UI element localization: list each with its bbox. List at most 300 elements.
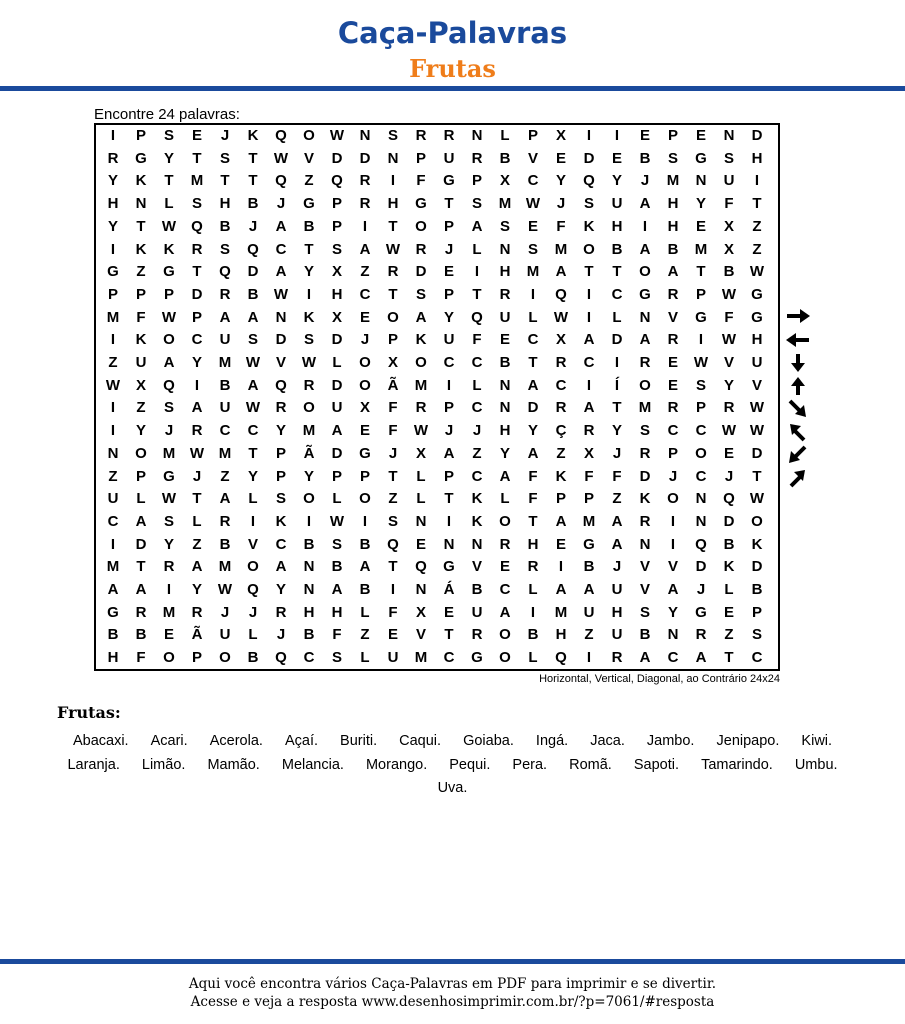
- grid-letter: S: [247, 331, 258, 349]
- grid-letter: S: [583, 195, 594, 213]
- grid-letter: H: [667, 217, 679, 235]
- grid-letter: U: [135, 354, 147, 371]
- grid-letter: M: [218, 558, 232, 576]
- grid-letter: Q: [415, 558, 427, 576]
- grid-letter: E: [723, 444, 734, 462]
- grid-letter: Y: [107, 217, 118, 235]
- grid-letter: M: [414, 649, 428, 667]
- grid-letter: M: [162, 603, 176, 621]
- grid-letter: W: [273, 149, 289, 167]
- grid-letter: G: [163, 263, 175, 281]
- grid-letter: A: [359, 558, 371, 576]
- word-list-item: Kiwi.: [801, 733, 833, 749]
- grid-letter: Z: [612, 490, 622, 508]
- grid-letter: I: [194, 376, 200, 394]
- footer-text: Aqui você encontra vários Caça-Palavras em PDF para imprimir e se divertir.: [188, 976, 717, 992]
- grid-letter: Y: [303, 263, 314, 281]
- grid-letter: Q: [695, 535, 707, 553]
- grid-letter: S: [415, 285, 426, 303]
- grid-letter: H: [331, 603, 343, 621]
- grid-letter: B: [751, 581, 763, 598]
- grid-letter: D: [247, 263, 259, 281]
- grid-letter: I: [586, 376, 592, 394]
- grid-letter: Á: [443, 581, 455, 598]
- grid-letter: B: [303, 535, 315, 553]
- grid-letter: X: [723, 217, 734, 235]
- grid-letter: I: [110, 422, 116, 440]
- grid-letter: Y: [275, 422, 286, 440]
- grid-letter: N: [471, 535, 483, 553]
- grid-letter: S: [471, 195, 482, 213]
- grid-letter: C: [107, 512, 119, 530]
- grid-letter: W: [217, 581, 233, 598]
- grid-letter: L: [724, 581, 734, 598]
- grid-letter: P: [275, 467, 286, 485]
- grid-letter: R: [191, 422, 203, 440]
- grid-letter: I: [362, 512, 368, 530]
- grid-letter: Q: [247, 240, 259, 258]
- grid-letter: S: [219, 240, 230, 258]
- grid-letter: W: [693, 354, 709, 371]
- grid-letter: Z: [472, 444, 482, 462]
- grid-letter: T: [388, 285, 398, 303]
- grid-letter: R: [555, 399, 567, 417]
- grid-letter: N: [359, 127, 371, 144]
- grid-letter: M: [666, 172, 680, 190]
- grid-letter: R: [527, 558, 539, 576]
- grid-letter: T: [164, 172, 174, 190]
- grid-letter: A: [555, 512, 567, 530]
- grid-letter: A: [471, 217, 483, 235]
- footer-link-text: Acesse e veja a resposta www.desenhosimprimir.com.br/?p=7061/#resposta: [190, 994, 715, 1010]
- grid-letter: N: [639, 308, 651, 326]
- grid-letter: U: [611, 626, 623, 644]
- grid-letter: P: [135, 127, 146, 144]
- grid-letter: T: [444, 195, 454, 213]
- grid-letter: N: [723, 127, 735, 144]
- grid-letter: A: [275, 263, 287, 281]
- grid-letter: Z: [304, 172, 314, 190]
- grid-letter: E: [191, 127, 202, 144]
- grid-letter: P: [443, 285, 454, 303]
- grid-letter: S: [639, 603, 650, 621]
- grid-letter: P: [555, 490, 566, 508]
- grid-letter: R: [387, 263, 399, 281]
- grid-letter: C: [303, 649, 315, 667]
- grid-letter: H: [611, 603, 623, 621]
- grid-letter: D: [415, 263, 427, 281]
- grid-letter: R: [219, 512, 231, 530]
- grid-letter: I: [446, 376, 452, 394]
- grid-letter: G: [163, 467, 175, 485]
- grid-letter: I: [110, 240, 116, 258]
- word-list-item: Pequi.: [449, 756, 491, 773]
- grid-letter: D: [611, 331, 623, 349]
- grid-letter: I: [614, 127, 620, 144]
- grid-letter: O: [499, 626, 511, 644]
- grid-letter: D: [527, 399, 539, 417]
- grid-letter: D: [359, 149, 371, 167]
- grid-letter: A: [583, 399, 595, 417]
- grid-letter: R: [443, 127, 455, 144]
- grid-letter: Y: [499, 444, 510, 462]
- grid-letter: A: [639, 240, 651, 258]
- grid-letter: D: [695, 558, 707, 576]
- grid-letter: X: [387, 354, 398, 371]
- grid-letter: L: [472, 376, 482, 394]
- grid-letter: I: [306, 512, 312, 530]
- grid-letter: N: [499, 399, 511, 417]
- grid-letter: A: [219, 308, 231, 326]
- grid-letter: I: [446, 512, 452, 530]
- grid-letter: A: [667, 263, 679, 281]
- grid-letter: Q: [275, 127, 287, 144]
- grid-letter: A: [107, 581, 119, 598]
- grid-letter: A: [163, 354, 175, 371]
- grid-letter: Z: [556, 444, 566, 462]
- grid-letter: J: [388, 444, 398, 462]
- grid-letter: W: [245, 354, 261, 371]
- grid-letter: I: [614, 354, 620, 371]
- grid-letter: W: [721, 422, 737, 440]
- grid-letter: K: [415, 331, 427, 349]
- grid-letter: G: [443, 172, 455, 190]
- grid-letter: M: [414, 376, 428, 394]
- grid-letter: Q: [555, 285, 567, 303]
- instructions: Encontre 24 palavras:: [94, 106, 240, 123]
- grid-letter: O: [499, 512, 511, 530]
- grid-letter: M: [638, 399, 652, 417]
- grid-letter: Z: [136, 399, 146, 417]
- grid-letter: G: [583, 535, 595, 553]
- grid-letter: R: [471, 149, 483, 167]
- grid-letter: C: [443, 649, 455, 667]
- grid-letter: T: [472, 285, 482, 303]
- grid-letter: V: [415, 626, 426, 644]
- grid-letter: H: [667, 195, 679, 213]
- arrow-right-icon: [784, 306, 812, 326]
- grid-letter: B: [107, 626, 119, 644]
- arrow-up-right-icon: [784, 468, 812, 488]
- grid-letter: Ã: [303, 444, 315, 462]
- grid-letter: D: [191, 285, 203, 303]
- grid-letter: J: [220, 603, 230, 621]
- grid-letter: E: [359, 308, 370, 326]
- grid-letter: P: [527, 127, 538, 144]
- grid-letter: Z: [136, 263, 146, 281]
- grid-letter: R: [639, 444, 651, 462]
- grid-letter: O: [219, 649, 231, 667]
- grid-letter: I: [390, 172, 396, 190]
- grid-letter: R: [219, 285, 231, 303]
- grid-letter: T: [444, 490, 454, 508]
- grid-letter: T: [248, 172, 258, 190]
- grid-letter: Z: [108, 354, 118, 371]
- grid-letter: B: [247, 649, 259, 667]
- grid-letter: V: [723, 354, 734, 371]
- grid-letter: A: [555, 263, 567, 281]
- grid-letter: R: [695, 626, 707, 644]
- grid-letter: A: [191, 558, 203, 576]
- grid-letter: O: [163, 649, 175, 667]
- grid-letter: R: [359, 172, 371, 190]
- grid-letter: N: [275, 308, 287, 326]
- grid-letter: Z: [220, 467, 230, 485]
- grid-letter: P: [331, 195, 342, 213]
- grid-letter: Z: [360, 626, 370, 644]
- grid-letter: S: [275, 490, 286, 508]
- word-list-item: Jambo.: [646, 733, 695, 749]
- grid-letter: L: [332, 490, 342, 508]
- grid-letter: O: [135, 444, 147, 462]
- grid-letter: F: [388, 399, 398, 417]
- grid-letter: I: [110, 399, 116, 417]
- grid-letter: F: [332, 626, 342, 644]
- grid-letter: F: [472, 331, 482, 349]
- grid-letter: U: [751, 354, 763, 371]
- grid-letter: I: [754, 172, 760, 190]
- top-divider: [0, 86, 905, 91]
- grid-letter: V: [247, 535, 258, 553]
- grid-letter: E: [443, 603, 454, 621]
- word-list-item: Abacaxi.: [72, 733, 129, 749]
- grid-letter: C: [583, 354, 595, 371]
- grid-letter: E: [695, 127, 706, 144]
- grid-letter: L: [248, 490, 258, 508]
- grid-letter: P: [331, 467, 342, 485]
- grid-letter: T: [388, 467, 398, 485]
- grid-letter: P: [443, 399, 454, 417]
- grid-letter: O: [247, 558, 259, 576]
- grid-letter: N: [107, 444, 119, 462]
- grid-letter: T: [612, 263, 622, 281]
- grid-letter: B: [359, 581, 371, 598]
- grid-letter: I: [110, 331, 116, 349]
- grid-letter: G: [107, 603, 119, 621]
- grid-letter: M: [554, 240, 568, 258]
- grid-letter: R: [723, 399, 735, 417]
- grid-letter: H: [331, 285, 343, 303]
- grid-letter: A: [527, 376, 539, 394]
- grid-letter: W: [329, 127, 345, 144]
- grid-letter: S: [387, 127, 398, 144]
- grid-letter: O: [667, 490, 679, 508]
- grid-letter: R: [415, 127, 427, 144]
- grid-letter: K: [751, 535, 763, 553]
- grid-letter: G: [471, 649, 483, 667]
- grid-letter: P: [751, 603, 762, 621]
- grid-letter: C: [471, 467, 483, 485]
- grid-letter: C: [695, 467, 707, 485]
- grid-letter: N: [415, 512, 427, 530]
- grid-letter: O: [415, 217, 427, 235]
- grid-letter: F: [388, 422, 398, 440]
- grid-letter: D: [723, 512, 735, 530]
- grid-letter: I: [362, 217, 368, 235]
- grid-letter: Q: [471, 308, 483, 326]
- grid-letter: S: [331, 240, 342, 258]
- grid-letter: B: [723, 263, 735, 281]
- grid-letter: B: [331, 558, 343, 576]
- grid-letter: A: [191, 399, 203, 417]
- grid-letter: W: [245, 399, 261, 417]
- grid-letter: I: [110, 127, 116, 144]
- grid-letter: L: [528, 581, 538, 598]
- grid-letter: T: [528, 354, 538, 371]
- grid-letter: O: [695, 444, 707, 462]
- grid-letter: Z: [108, 467, 118, 485]
- grid-letter: Q: [583, 172, 595, 190]
- grid-letter: T: [136, 558, 146, 576]
- grid-letter: B: [219, 217, 231, 235]
- grid-letter: E: [527, 217, 538, 235]
- grid-letter: H: [219, 195, 231, 213]
- grid-letter: Í: [614, 376, 620, 394]
- grid-letter: Ã: [387, 376, 399, 394]
- grid-letter: S: [527, 240, 538, 258]
- grid-letter: A: [583, 581, 595, 598]
- grid-letter: C: [247, 422, 259, 440]
- grid-letter: F: [388, 603, 398, 621]
- grid-letter: M: [190, 172, 204, 190]
- grid-letter: B: [471, 581, 483, 598]
- grid-letter: X: [331, 263, 342, 281]
- grid-letter: A: [499, 467, 511, 485]
- grid-letter: W: [721, 285, 737, 303]
- grid-letter: J: [276, 195, 286, 213]
- grid-letter: J: [248, 217, 258, 235]
- grid-letter: Z: [724, 626, 734, 644]
- grid-letter: I: [474, 263, 480, 281]
- grid-letter: R: [303, 376, 315, 394]
- grid-letter: H: [387, 195, 399, 213]
- grid-letter: S: [303, 331, 314, 349]
- grid-letter: C: [471, 399, 483, 417]
- grid-letter: G: [695, 308, 707, 326]
- grid-letter: A: [247, 376, 259, 394]
- grid-letter: S: [163, 127, 174, 144]
- grid-letter: S: [499, 217, 510, 235]
- grid-letter: P: [471, 172, 482, 190]
- grid-letter: W: [749, 399, 765, 417]
- grid-letter: F: [724, 308, 734, 326]
- grid-letter: C: [275, 240, 287, 258]
- grid-letter: O: [303, 490, 315, 508]
- grid-letter: K: [303, 308, 315, 326]
- word-list-item: Limão.: [141, 756, 186, 773]
- word-list-item: Pera.: [512, 756, 548, 773]
- word-list-item: Buriti.: [340, 733, 378, 749]
- grid-letter: A: [555, 581, 567, 598]
- grid-letter: Y: [163, 535, 174, 553]
- grid-letter: C: [555, 376, 567, 394]
- grid-letter: W: [749, 422, 765, 440]
- grid-letter: R: [499, 535, 511, 553]
- grid-letter: I: [670, 535, 676, 553]
- grid-letter: E: [639, 127, 650, 144]
- grid-letter: P: [359, 467, 370, 485]
- grid-letter: O: [387, 308, 399, 326]
- grid-letter: J: [612, 444, 622, 462]
- grid-letter: U: [219, 399, 231, 417]
- grid-letter: N: [695, 172, 707, 190]
- grid-letter: Z: [752, 240, 762, 258]
- grid-letter: T: [192, 263, 202, 281]
- grid-letter: L: [192, 512, 202, 530]
- grid-letter: Q: [191, 217, 203, 235]
- grid-letter: Q: [275, 172, 287, 190]
- grid-letter: D: [639, 467, 651, 485]
- grid-letter: J: [444, 240, 454, 258]
- grid-letter: W: [385, 240, 401, 258]
- grid-letter: G: [107, 263, 119, 281]
- grid-letter: W: [161, 308, 177, 326]
- grid-letter: E: [667, 354, 678, 371]
- grid-letter: L: [528, 649, 538, 667]
- grid-letter: P: [387, 331, 398, 349]
- grid-letter: I: [642, 217, 648, 235]
- grid-letter: B: [303, 626, 315, 644]
- grid-letter: A: [611, 535, 623, 553]
- grid-letter: I: [530, 285, 536, 303]
- grid-letter: L: [416, 490, 426, 508]
- grid-letter: S: [219, 149, 230, 167]
- grid-letter: V: [751, 376, 762, 394]
- grid-letter: I: [250, 512, 256, 530]
- grid-letter: T: [752, 195, 762, 213]
- grid-letter: F: [556, 217, 566, 235]
- grid-letter: T: [388, 217, 398, 235]
- grid-letter: M: [106, 308, 120, 326]
- grid-letter: O: [639, 376, 651, 394]
- word-list: [40, 730, 865, 801]
- grid-letter: L: [612, 308, 622, 326]
- grid-letter: S: [191, 195, 202, 213]
- word-list-item: Mamão.: [207, 756, 260, 773]
- grid-letter: M: [582, 512, 596, 530]
- grid-letter: P: [695, 285, 706, 303]
- grid-letter: Y: [611, 172, 622, 190]
- grid-letter: J: [360, 331, 370, 349]
- grid-letter: J: [696, 581, 706, 598]
- grid-letter: Q: [163, 376, 175, 394]
- word-list-item: Ingá.: [535, 733, 569, 749]
- grid-letter: Ç: [555, 422, 567, 440]
- grid-letter: P: [135, 285, 146, 303]
- grid-letter: R: [415, 399, 427, 417]
- grid-letter: C: [191, 331, 203, 349]
- grid-letter: R: [163, 558, 175, 576]
- bottom-divider: [0, 959, 905, 964]
- grid-letter: Y: [555, 172, 566, 190]
- grid-letter: G: [303, 195, 315, 213]
- grid-letter: I: [110, 535, 116, 553]
- grid-letter: G: [695, 603, 707, 621]
- grid-letter: Y: [303, 467, 314, 485]
- grid-letter: J: [640, 172, 650, 190]
- grid-letter: F: [136, 308, 146, 326]
- grid-letter: B: [639, 149, 651, 167]
- grid-letter: A: [639, 331, 651, 349]
- grid-letter: W: [301, 354, 317, 371]
- word-list-item: Jaca.: [590, 733, 625, 749]
- grid-letter: Q: [723, 490, 735, 508]
- grid-letter: G: [135, 149, 147, 167]
- grid-letter: Z: [388, 490, 398, 508]
- grid-letter: D: [135, 535, 147, 553]
- grid-letter: J: [220, 127, 230, 144]
- grid-letter: B: [359, 535, 371, 553]
